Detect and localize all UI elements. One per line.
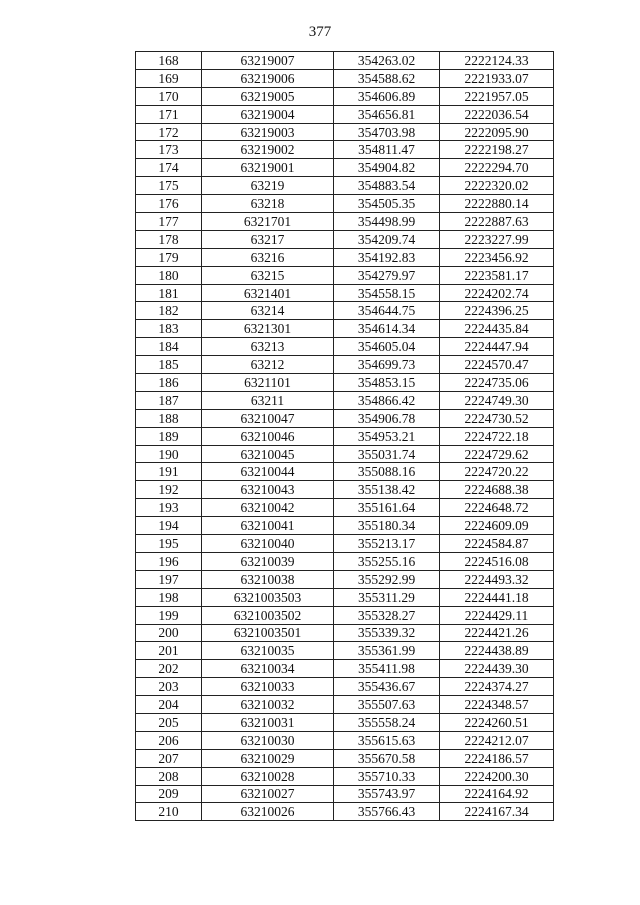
table-row <box>136 230 554 248</box>
point-id-cell: 63210030 <box>202 731 334 749</box>
x-coordinate-cell: 354883.54 <box>334 177 440 195</box>
point-number-cell: 207 <box>136 749 202 767</box>
y-coordinate-cell: 2222880.14 <box>440 195 554 213</box>
x-coordinate-cell: 354656.81 <box>334 105 440 123</box>
table-row <box>136 803 554 821</box>
x-coordinate-cell: 354209.74 <box>334 230 440 248</box>
point-id-cell: 63216 <box>202 248 334 266</box>
point-id-cell: 63210046 <box>202 427 334 445</box>
point-id-cell: 63210028 <box>202 767 334 785</box>
point-number-cell: 210 <box>136 803 202 821</box>
point-id-cell: 63219005 <box>202 87 334 105</box>
point-id-cell: 63210040 <box>202 535 334 553</box>
x-coordinate-cell: 354811.47 <box>334 141 440 159</box>
x-coordinate-cell: 354853.15 <box>334 374 440 392</box>
point-id-cell: 63210032 <box>202 696 334 714</box>
x-coordinate-cell: 355328.27 <box>334 606 440 624</box>
point-id-cell: 6321701 <box>202 213 334 231</box>
y-coordinate-cell: 2224648.72 <box>440 499 554 517</box>
table-row <box>136 177 554 195</box>
point-number-cell: 180 <box>136 266 202 284</box>
table-row <box>136 767 554 785</box>
x-coordinate-cell: 355411.98 <box>334 660 440 678</box>
table-row <box>136 517 554 535</box>
y-coordinate-cell: 2224516.08 <box>440 552 554 570</box>
point-number-cell: 170 <box>136 87 202 105</box>
y-coordinate-cell: 2224729.62 <box>440 445 554 463</box>
point-id-cell: 63210047 <box>202 409 334 427</box>
point-id-cell: 6321301 <box>202 320 334 338</box>
x-coordinate-cell: 355180.34 <box>334 517 440 535</box>
y-coordinate-cell: 2222095.90 <box>440 123 554 141</box>
point-number-cell: 176 <box>136 195 202 213</box>
point-number-cell: 192 <box>136 481 202 499</box>
table-row <box>136 445 554 463</box>
point-id-cell: 63210031 <box>202 713 334 731</box>
page-number: 377 <box>308 24 332 40</box>
y-coordinate-cell: 2224570.47 <box>440 356 554 374</box>
y-coordinate-cell: 2224435.84 <box>440 320 554 338</box>
point-number-cell: 182 <box>136 302 202 320</box>
point-id-cell: 63219001 <box>202 159 334 177</box>
table-row <box>136 624 554 642</box>
point-id-cell: 63210026 <box>202 803 334 821</box>
point-number-cell: 181 <box>136 284 202 302</box>
y-coordinate-cell: 2222198.27 <box>440 141 554 159</box>
point-id-cell: 63210042 <box>202 499 334 517</box>
x-coordinate-cell: 355710.33 <box>334 767 440 785</box>
y-coordinate-cell: 2224439.30 <box>440 660 554 678</box>
y-coordinate-cell: 2224167.34 <box>440 803 554 821</box>
x-coordinate-cell: 355138.42 <box>334 481 440 499</box>
table-row <box>136 320 554 338</box>
point-id-cell: 63219003 <box>202 123 334 141</box>
point-number-cell: 188 <box>136 409 202 427</box>
y-coordinate-cell: 2223581.17 <box>440 266 554 284</box>
table-row <box>136 391 554 409</box>
table-row <box>136 499 554 517</box>
point-number-cell: 201 <box>136 642 202 660</box>
point-number-cell: 200 <box>136 624 202 642</box>
point-id-cell: 63210043 <box>202 481 334 499</box>
table-row <box>136 481 554 499</box>
x-coordinate-cell: 354558.15 <box>334 284 440 302</box>
table-row <box>136 284 554 302</box>
y-coordinate-cell: 2222124.33 <box>440 52 554 70</box>
x-coordinate-cell: 354606.89 <box>334 87 440 105</box>
point-id-cell: 63219007 <box>202 52 334 70</box>
y-coordinate-cell: 2222294.70 <box>440 159 554 177</box>
point-number-cell: 174 <box>136 159 202 177</box>
point-id-cell: 63210034 <box>202 660 334 678</box>
table-row <box>136 642 554 660</box>
x-coordinate-cell: 355670.58 <box>334 749 440 767</box>
x-coordinate-cell: 355361.99 <box>334 642 440 660</box>
x-coordinate-cell: 354904.82 <box>334 159 440 177</box>
x-coordinate-cell: 355339.32 <box>334 624 440 642</box>
y-coordinate-cell: 2224584.87 <box>440 535 554 553</box>
table-row <box>136 69 554 87</box>
point-number-cell: 185 <box>136 356 202 374</box>
point-id-cell: 63211 <box>202 391 334 409</box>
point-id-cell: 63217 <box>202 230 334 248</box>
point-number-cell: 197 <box>136 570 202 588</box>
y-coordinate-cell: 2224396.25 <box>440 302 554 320</box>
x-coordinate-cell: 354605.04 <box>334 338 440 356</box>
point-id-cell: 63210045 <box>202 445 334 463</box>
y-coordinate-cell: 2224186.57 <box>440 749 554 767</box>
point-number-cell: 202 <box>136 660 202 678</box>
point-id-cell: 63210038 <box>202 570 334 588</box>
x-coordinate-cell: 354703.98 <box>334 123 440 141</box>
table-row <box>136 87 554 105</box>
x-coordinate-cell: 354953.21 <box>334 427 440 445</box>
point-number-cell: 173 <box>136 141 202 159</box>
table-row <box>136 195 554 213</box>
point-number-cell: 171 <box>136 105 202 123</box>
point-id-cell: 63219 <box>202 177 334 195</box>
table-row <box>136 213 554 231</box>
point-number-cell: 191 <box>136 463 202 481</box>
y-coordinate-cell: 2224441.18 <box>440 588 554 606</box>
y-coordinate-cell: 2222887.63 <box>440 213 554 231</box>
point-number-cell: 183 <box>136 320 202 338</box>
y-coordinate-cell: 2224493.32 <box>440 570 554 588</box>
y-coordinate-cell: 2224421.26 <box>440 624 554 642</box>
y-coordinate-cell: 2222320.02 <box>440 177 554 195</box>
y-coordinate-cell: 2224688.38 <box>440 481 554 499</box>
point-number-cell: 204 <box>136 696 202 714</box>
y-coordinate-cell: 2223227.99 <box>440 230 554 248</box>
x-coordinate-cell: 354279.97 <box>334 266 440 284</box>
table-row <box>136 588 554 606</box>
y-coordinate-cell: 2224438.89 <box>440 642 554 660</box>
point-number-cell: 199 <box>136 606 202 624</box>
x-coordinate-cell: 354866.42 <box>334 391 440 409</box>
x-coordinate-cell: 354192.83 <box>334 248 440 266</box>
x-coordinate-cell: 354644.75 <box>334 302 440 320</box>
table-row <box>136 749 554 767</box>
point-number-cell: 205 <box>136 713 202 731</box>
x-coordinate-cell: 355213.17 <box>334 535 440 553</box>
point-number-cell: 206 <box>136 731 202 749</box>
point-number-cell: 175 <box>136 177 202 195</box>
point-id-cell: 63213 <box>202 338 334 356</box>
point-id-cell: 63215 <box>202 266 334 284</box>
point-id-cell: 6321003501 <box>202 624 334 642</box>
y-coordinate-cell: 2224447.94 <box>440 338 554 356</box>
point-id-cell: 63210035 <box>202 642 334 660</box>
table-row <box>136 713 554 731</box>
y-coordinate-cell: 2224722.18 <box>440 427 554 445</box>
table-row <box>136 427 554 445</box>
y-coordinate-cell: 2224202.74 <box>440 284 554 302</box>
x-coordinate-cell: 355255.16 <box>334 552 440 570</box>
table-row <box>136 731 554 749</box>
x-coordinate-cell: 355161.64 <box>334 499 440 517</box>
point-number-cell: 177 <box>136 213 202 231</box>
x-coordinate-cell: 355766.43 <box>334 803 440 821</box>
point-number-cell: 195 <box>136 535 202 553</box>
point-id-cell: 6321101 <box>202 374 334 392</box>
x-coordinate-cell: 354906.78 <box>334 409 440 427</box>
table-row <box>136 356 554 374</box>
table-row <box>136 678 554 696</box>
point-number-cell: 168 <box>136 52 202 70</box>
table-row <box>136 123 554 141</box>
point-number-cell: 178 <box>136 230 202 248</box>
point-number-cell: 196 <box>136 552 202 570</box>
table-row <box>136 302 554 320</box>
x-coordinate-cell: 355292.99 <box>334 570 440 588</box>
table-row <box>136 552 554 570</box>
x-coordinate-cell: 355558.24 <box>334 713 440 731</box>
point-number-cell: 169 <box>136 69 202 87</box>
y-coordinate-cell: 2222036.54 <box>440 105 554 123</box>
y-coordinate-cell: 2224749.30 <box>440 391 554 409</box>
x-coordinate-cell: 355031.74 <box>334 445 440 463</box>
y-coordinate-cell: 2221957.05 <box>440 87 554 105</box>
point-id-cell: 63212 <box>202 356 334 374</box>
x-coordinate-cell: 355615.63 <box>334 731 440 749</box>
point-number-cell: 189 <box>136 427 202 445</box>
coordinates-table-body <box>136 52 554 821</box>
x-coordinate-cell: 355507.63 <box>334 696 440 714</box>
point-id-cell: 63219002 <box>202 141 334 159</box>
table-row <box>136 535 554 553</box>
point-id-cell: 63219004 <box>202 105 334 123</box>
point-id-cell: 63210041 <box>202 517 334 535</box>
table-row <box>136 463 554 481</box>
x-coordinate-cell: 355436.67 <box>334 678 440 696</box>
point-number-cell: 190 <box>136 445 202 463</box>
table-row <box>136 105 554 123</box>
point-number-cell: 208 <box>136 767 202 785</box>
y-coordinate-cell: 2224200.30 <box>440 767 554 785</box>
table-row <box>136 248 554 266</box>
x-coordinate-cell: 354588.62 <box>334 69 440 87</box>
y-coordinate-cell: 2224348.57 <box>440 696 554 714</box>
table-row <box>136 660 554 678</box>
point-id-cell: 63214 <box>202 302 334 320</box>
y-coordinate-cell: 2224730.52 <box>440 409 554 427</box>
point-id-cell: 63218 <box>202 195 334 213</box>
point-id-cell: 6321003502 <box>202 606 334 624</box>
table-row <box>136 409 554 427</box>
x-coordinate-cell: 354263.02 <box>334 52 440 70</box>
y-coordinate-cell: 2223456.92 <box>440 248 554 266</box>
table-row <box>136 52 554 70</box>
point-id-cell: 63210044 <box>202 463 334 481</box>
table-row <box>136 374 554 392</box>
table-row <box>136 141 554 159</box>
coordinates-table <box>135 51 554 821</box>
point-number-cell: 172 <box>136 123 202 141</box>
x-coordinate-cell: 354699.73 <box>334 356 440 374</box>
x-coordinate-cell: 354498.99 <box>334 213 440 231</box>
table-row <box>136 785 554 803</box>
y-coordinate-cell: 2224212.07 <box>440 731 554 749</box>
table-row <box>136 159 554 177</box>
table-row <box>136 338 554 356</box>
point-number-cell: 209 <box>136 785 202 803</box>
y-coordinate-cell: 2221933.07 <box>440 69 554 87</box>
table-row <box>136 266 554 284</box>
x-coordinate-cell: 355088.16 <box>334 463 440 481</box>
point-number-cell: 203 <box>136 678 202 696</box>
y-coordinate-cell: 2224374.27 <box>440 678 554 696</box>
point-id-cell: 6321401 <box>202 284 334 302</box>
point-id-cell: 63210039 <box>202 552 334 570</box>
point-number-cell: 179 <box>136 248 202 266</box>
x-coordinate-cell: 354505.35 <box>334 195 440 213</box>
point-number-cell: 194 <box>136 517 202 535</box>
point-id-cell: 63210027 <box>202 785 334 803</box>
y-coordinate-cell: 2224260.51 <box>440 713 554 731</box>
point-id-cell: 63210033 <box>202 678 334 696</box>
table-row <box>136 606 554 624</box>
x-coordinate-cell: 354614.34 <box>334 320 440 338</box>
point-number-cell: 198 <box>136 588 202 606</box>
table-row <box>136 696 554 714</box>
point-number-cell: 193 <box>136 499 202 517</box>
y-coordinate-cell: 2224164.92 <box>440 785 554 803</box>
y-coordinate-cell: 2224735.06 <box>440 374 554 392</box>
y-coordinate-cell: 2224609.09 <box>440 517 554 535</box>
point-number-cell: 186 <box>136 374 202 392</box>
x-coordinate-cell: 355743.97 <box>334 785 440 803</box>
point-id-cell: 6321003503 <box>202 588 334 606</box>
y-coordinate-cell: 2224429.11 <box>440 606 554 624</box>
x-coordinate-cell: 355311.29 <box>334 588 440 606</box>
point-number-cell: 184 <box>136 338 202 356</box>
table-row <box>136 570 554 588</box>
point-id-cell: 63219006 <box>202 69 334 87</box>
y-coordinate-cell: 2224720.22 <box>440 463 554 481</box>
point-id-cell: 63210029 <box>202 749 334 767</box>
point-number-cell: 187 <box>136 391 202 409</box>
